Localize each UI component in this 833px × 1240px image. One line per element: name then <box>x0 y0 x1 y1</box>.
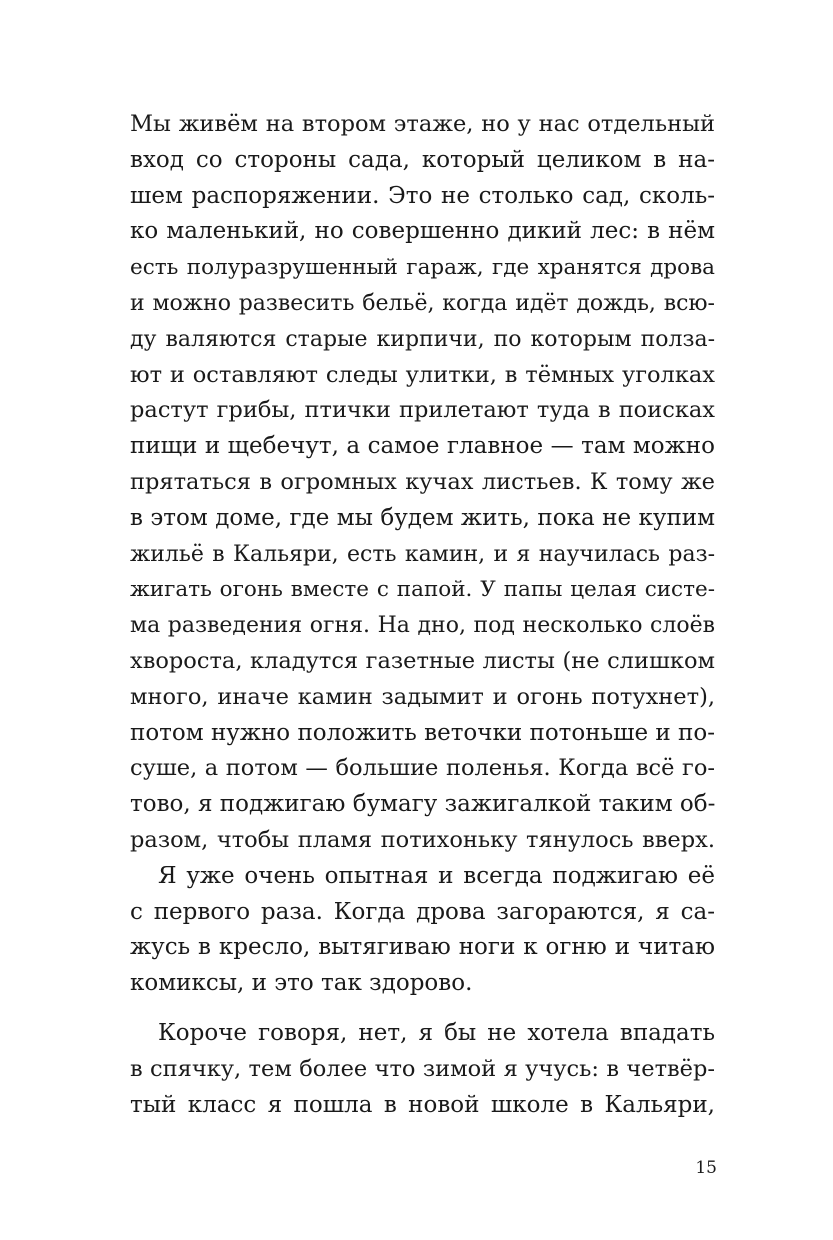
text-line: и можно развесить бельё, когда идёт дождь, всю- <box>130 290 715 316</box>
text-line: вход со стороны сада, который целиком в на- <box>130 146 715 173</box>
text-line: тый класс я пошла в новой школе в Кальяри, <box>130 1091 715 1118</box>
paragraph-gap <box>130 1002 715 1016</box>
text-line: в этом доме, где мы будем жить, пока не купим <box>130 504 715 531</box>
text-line: суше, а потом — большие поленья. Когда всё го- <box>130 755 715 782</box>
text-line: в спячку, тем более что зимой я учусь: в четвёр- <box>130 1055 715 1082</box>
text-line: шем распоряжении. Это не столько сад, сколь- <box>130 182 715 209</box>
text-line: ко маленький, но совершенно дикий лес: в нём <box>130 218 715 245</box>
paragraph-1 <box>130 107 715 859</box>
paragraph-3 <box>130 1016 715 1123</box>
text-line: есть полуразрушенный гараж, где хранятся дрова <box>130 255 715 281</box>
text-line: пищи и щебечут, а самое главное — там можно <box>130 433 715 460</box>
text-line: жильё в Кальяри, есть камин, и я научилась раз- <box>130 541 715 567</box>
text-line: разом, чтобы пламя потихоньку тянулось вверх. <box>130 826 715 853</box>
text-line: тово, я поджигаю бумагу зажигалкой таким об- <box>130 791 716 818</box>
paragraph-2 <box>130 859 715 1002</box>
page-number: 15 <box>695 1158 717 1178</box>
text-line: Короче говоря, нет, я бы не хотела впадать <box>158 1019 715 1046</box>
text-line: жигать огонь вместе с папой. У папы целая систе- <box>130 577 715 603</box>
text-line: жусь в кресло, вытягиваю ноги к огню и читаю <box>130 934 715 961</box>
text-line: ма разведения огня. На дно, под несколько слоёв <box>130 613 715 639</box>
text-line: хвороста, кладутся газетные листы (не слишком <box>130 647 715 674</box>
text-line: Мы живём на втором этаже, но у нас отдельный <box>130 111 715 137</box>
text-line: растут грибы, птички прилетают туда в поисках <box>130 397 715 424</box>
text-line: ду валяются старые кирпичи, по которым полза- <box>130 326 715 352</box>
text-line: ют и оставляют следы улитки, в тёмных уголках <box>130 361 715 388</box>
text-line: Я уже очень опытная и всегда поджигаю её <box>158 862 715 889</box>
text-line: много, иначе камин задымит и огонь потухнет), <box>130 683 715 710</box>
text-line: потом нужно положить веточки потоньше и по- <box>130 719 715 746</box>
body-text <box>130 107 715 1123</box>
text-line: прятаться в огромных кучах листьев. К тому же <box>130 468 715 495</box>
text-line: с первого раза. Когда дрова загораются, я са- <box>130 898 715 925</box>
text-line: комиксы, и это так здорово. <box>130 970 473 997</box>
